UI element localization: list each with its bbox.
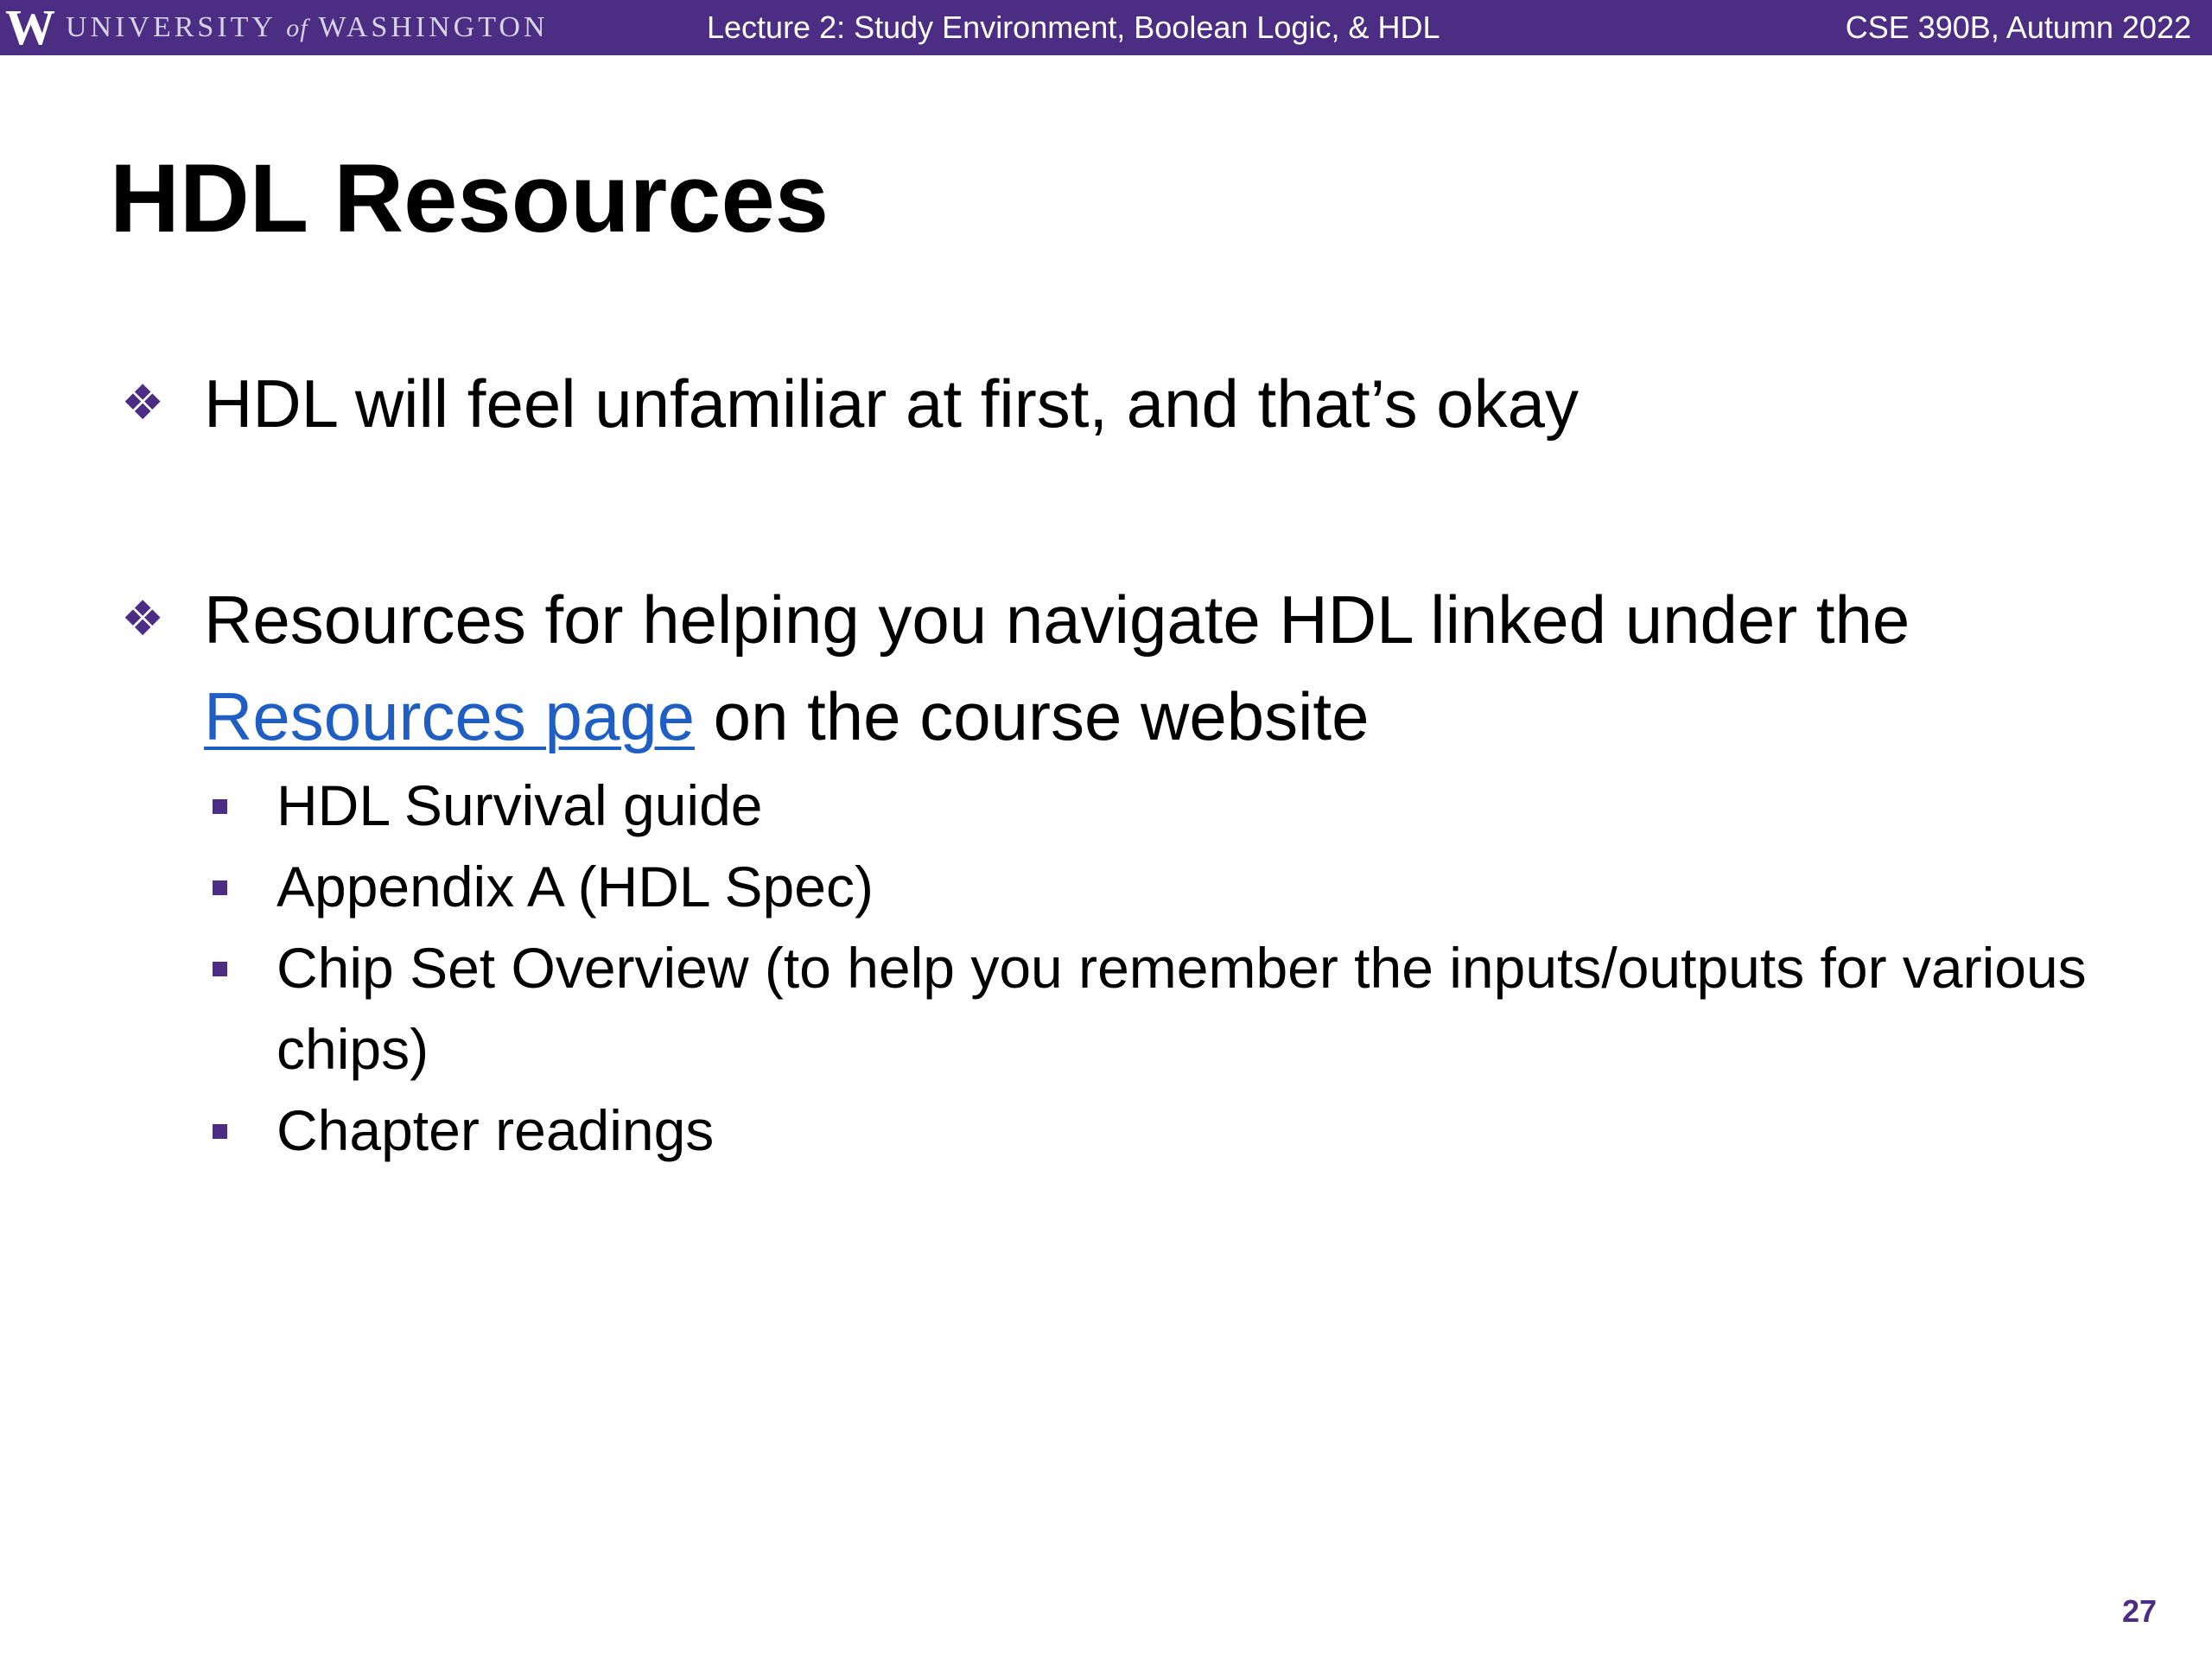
square-bullet-icon [213, 799, 227, 814]
square-bullet-icon [213, 880, 227, 895]
bullet-resources [121, 571, 2134, 765]
bullet-text-before: Resources for helping you navigate HDL linked under the [204, 582, 1910, 658]
wordmark-washington: WASHINGTON [318, 10, 549, 43]
uw-wordmark [66, 0, 549, 56]
resources-sub-list [204, 765, 2139, 1171]
wordmark-university: UNIVERSITY [66, 10, 276, 43]
list-item [204, 846, 2139, 927]
course-label: CSE 390B, Autumn 2022 [1845, 10, 2191, 45]
uw-w-logo-icon: W [5, 0, 54, 55]
bullet-unfamiliar [121, 355, 2134, 452]
square-bullet-icon [213, 962, 227, 976]
square-bullet-icon [213, 1124, 227, 1139]
page-number: 27 [2121, 1593, 2157, 1629]
wordmark-of: of [286, 13, 308, 42]
bullet-text [204, 571, 2134, 765]
list-item-text: Chapter readings [276, 1098, 715, 1162]
list-item-text: HDL Survival guide [276, 773, 763, 837]
diamond-bullet-icon: ❖ [121, 375, 165, 431]
diamond-bullet-icon: ❖ [121, 591, 165, 647]
list-item-text: Appendix A (HDL Spec) [276, 855, 874, 918]
resources-page-link[interactable]: Resources page [204, 678, 696, 754]
bullet-text-after: on the course website [695, 678, 1370, 754]
list-item [204, 1090, 2139, 1171]
page-title: HDL Resources [110, 144, 830, 252]
uw-logo [5, 0, 549, 55]
bullet-text: HDL will feel unfamiliar at first, and that’s okay [204, 365, 1580, 442]
list-item-text: Chip Set Overview (to help you remember the inputs/outputs for various chips) [276, 936, 2087, 1081]
header-bar [0, 0, 2212, 55]
lecture-title: Lecture 2: Study Environment, Boolean Logic, & HDL [707, 10, 1440, 45]
list-item [204, 927, 2139, 1090]
list-item [204, 765, 2139, 846]
